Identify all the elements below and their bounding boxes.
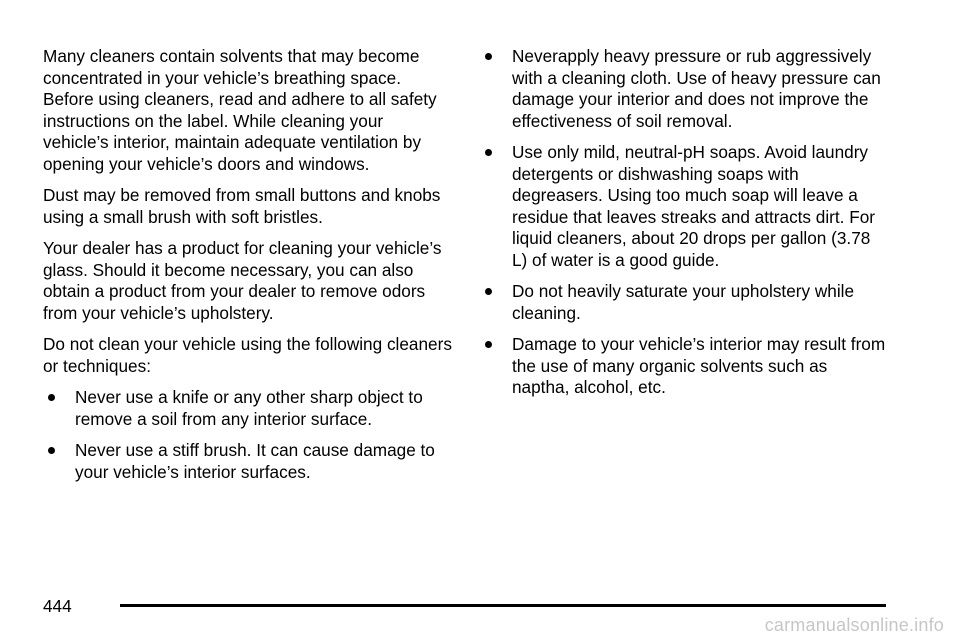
bullet-icon bbox=[485, 53, 492, 60]
list-item bbox=[75, 387, 453, 430]
bullet-text: Do not heavily saturate your upholstery while cleaning. bbox=[512, 281, 855, 323]
list-item bbox=[512, 334, 888, 399]
left-bullet-list bbox=[43, 387, 453, 483]
paragraph-do-not-clean-intro: Do not clean your vehicle using the following cleaners or techniques: bbox=[43, 334, 452, 376]
paragraph-dealer-products: Your dealer has a product for cleaning your vehicle’s glass. Should it become necessary, you can also obtain a product from your dealer to remove odors from your vehicle’s upholstery. bbox=[43, 238, 442, 323]
bullet-text: Neverapply heavy pressure or rub aggressively with a cleaning cloth. Use of heavy pressure can damage your interior and does not improve the effectiveness of soil removal. bbox=[512, 46, 881, 131]
list-item bbox=[512, 46, 888, 132]
bullet-icon bbox=[48, 394, 55, 401]
bullet-text: Never use a knife or any other sharp object to remove a soil from any interior surface. bbox=[75, 387, 423, 429]
right-bullet-list bbox=[470, 46, 888, 399]
page-number: 444 bbox=[43, 596, 72, 616]
bullet-icon bbox=[485, 341, 492, 348]
paragraph-dust-removal: Dust may be removed from small buttons and knobs using a small brush with soft bristles. bbox=[43, 185, 441, 227]
bullet-icon bbox=[485, 149, 492, 156]
left-column bbox=[43, 46, 453, 493]
bullet-text: Damage to your vehicle’s interior may result from the use of many organic solvents such as naptha, alcohol, etc. bbox=[512, 334, 886, 397]
bullet-text: Never use a stiff brush. It can cause damage to your vehicle’s interior surfaces. bbox=[75, 440, 435, 482]
footer-divider bbox=[120, 604, 886, 607]
bullet-icon bbox=[48, 447, 55, 454]
bullet-icon bbox=[485, 288, 492, 295]
right-column bbox=[470, 46, 888, 409]
paragraph-cleaner-solvents: Many cleaners contain solvents that may become concentrated in your vehicle’s breathing space. Before using cleaners, read and adhere to all safety instructions on the label. While cleaning your vehicle’s interior, maintain adequate ventilation by opening your vehicle’s doors and windows. bbox=[43, 46, 437, 174]
list-item bbox=[75, 440, 453, 483]
bullet-text: Use only mild, neutral-pH soaps. Avoid laundry detergents or dishwashing soaps with degreasers. Using too much soap will leave a residue that leaves streaks and attracts dirt. For liquid cleaners, about 20 drops per gallon (3.78 L) of water is a good guide. bbox=[512, 142, 876, 270]
watermark: carmanualsonline.info bbox=[764, 615, 944, 635]
list-item bbox=[512, 281, 888, 324]
list-item bbox=[512, 142, 888, 271]
